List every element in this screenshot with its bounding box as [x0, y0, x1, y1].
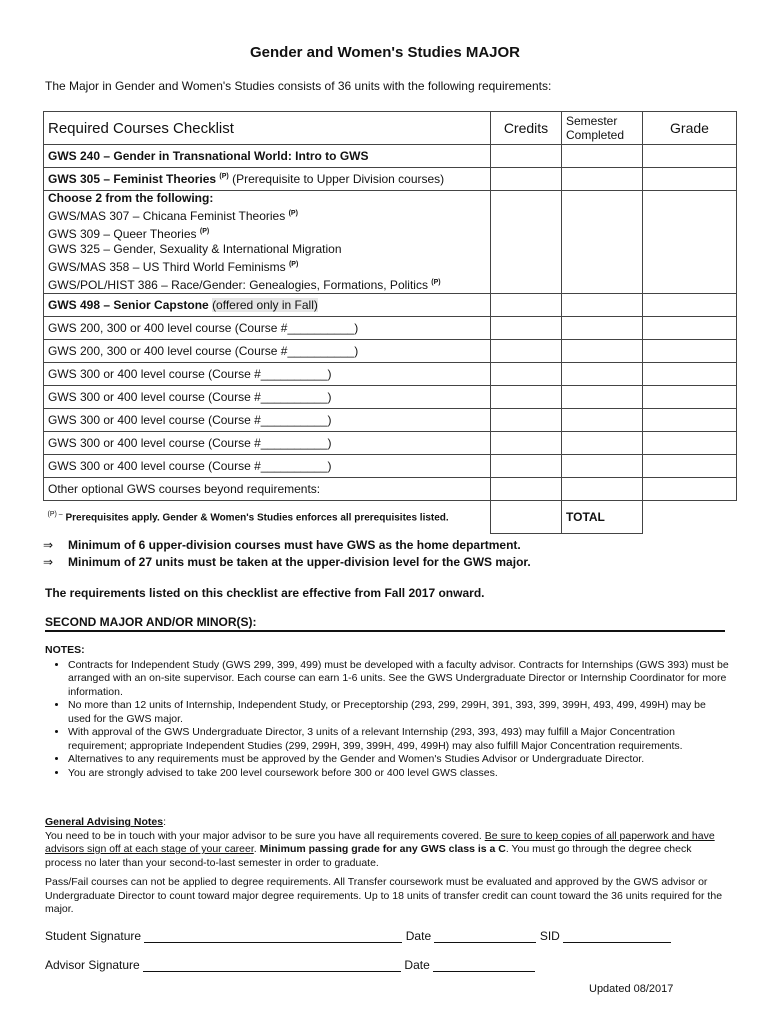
semester-cell[interactable]: [562, 386, 643, 409]
table-row: [44, 363, 737, 386]
arrow-icon: ⇒: [43, 555, 54, 569]
grade-cell[interactable]: [643, 145, 737, 168]
grade-cell[interactable]: [643, 191, 737, 294]
updated-date: Updated 08/2017: [589, 983, 674, 995]
requirement-min-courses: ⇒ Minimum of 6 upper-division courses must have GWS as the home department.: [43, 538, 521, 552]
table-row: [44, 432, 737, 455]
sid-label: SID: [539, 929, 560, 943]
table-row-choose: [44, 191, 737, 294]
table-row: [44, 317, 737, 340]
credits-cell[interactable]: [491, 145, 562, 168]
course-elective: GWS 300 or 400 level course (Course #__________): [44, 455, 491, 478]
advising-paragraph-2: Pass/Fail courses can not be applied to degree requirements. All Transfer coursework must be evaluated and approved by the GWS advisor or Undergraduate Director to count toward major degree requirements. Up to 18 units of transfer credit can count toward the 36 units required for the major.: [45, 876, 723, 915]
second-major-heading: SECOND MAJOR AND/OR MINOR(S):: [45, 615, 725, 632]
table-row: [44, 168, 737, 191]
course-gws498-title: GWS 498 – Senior Capstone: [48, 298, 209, 312]
sid-field[interactable]: [563, 930, 671, 943]
credits-cell[interactable]: [491, 317, 562, 340]
total-credits-cell[interactable]: [491, 501, 562, 534]
credits-cell[interactable]: [491, 294, 562, 317]
header-semester-line1: Semester: [566, 114, 618, 128]
advising-heading-wrap: General Advising Notes:: [45, 816, 166, 828]
intro-text: The Major in Gender and Women's Studies consists of 36 units with the following requirements:: [45, 79, 552, 93]
choose-item: GWS/MAS 358 – US Third World Feminisms $^{(P)}$: [48, 260, 299, 274]
semester-cell[interactable]: [562, 317, 643, 340]
grade-cell[interactable]: [643, 317, 737, 340]
course-gws305: [44, 168, 491, 191]
table-row-total: [44, 501, 737, 534]
requirement-min-units: ⇒ Minimum of 27 units must be taken at the upper-division level for the GWS major.: [43, 555, 531, 569]
advisor-signature-field[interactable]: [143, 959, 401, 972]
course-elective: GWS 300 or 400 level course (Course #__________): [44, 409, 491, 432]
arrow-icon: ⇒: [43, 538, 54, 552]
advising-section: [45, 816, 730, 923]
header-semester: [562, 112, 643, 145]
note-item: • Contracts for Independent Study (GWS 299, 399, 499) must be developed with a faculty advisor. Contracts for Internships (GWS 393) must be arranged with an on-site supervisor. Each course can earn 1-6 units. See the GWS Undergraduate Director or Internship Coordinator for more information.: [68, 659, 730, 700]
table-row: [44, 145, 737, 168]
note-item: • No more than 12 units of Internship, Independent Study, or Preceptorship (293, 299, 299H, 391, 393, 399, 399H, 493, 499, 499H) may be used for the GWS major.: [68, 699, 730, 726]
advisor-signature-label: Advisor Signature: [45, 958, 140, 972]
credits-cell[interactable]: [491, 340, 562, 363]
note-item: • Alternatives to any requirements must be approved by the Gender and Women's Studies Advisor or Undergraduate Director.: [68, 753, 730, 767]
date-label: Date: [404, 958, 430, 972]
course-gws240: GWS 240 – Gender in Transnational World: Intro to GWS: [44, 145, 491, 168]
student-date-field[interactable]: [434, 930, 536, 943]
course-elective: GWS 200, 300 or 400 level course (Course #__________): [44, 340, 491, 363]
header-course: Required Courses Checklist: [44, 112, 491, 145]
course-gws305-note: (Prerequisite to Upper Division courses): [232, 172, 445, 186]
note-item: • You are strongly advised to take 200 level coursework before 300 or 400 level GWS classes.: [68, 767, 730, 781]
advisor-signature-row: [45, 958, 535, 972]
semester-cell[interactable]: [562, 363, 643, 386]
grade-cell[interactable]: [643, 455, 737, 478]
grade-cell[interactable]: [643, 432, 737, 455]
grade-cell[interactable]: [643, 386, 737, 409]
table-row: [44, 455, 737, 478]
grade-cell[interactable]: [643, 340, 737, 363]
grade-cell[interactable]: [643, 294, 737, 317]
credits-cell[interactable]: [491, 455, 562, 478]
grade-cell[interactable]: [643, 409, 737, 432]
student-signature-field[interactable]: [144, 930, 402, 943]
course-elective: GWS 300 or 400 level course (Course #__________): [44, 363, 491, 386]
header-credits: Credits: [491, 112, 562, 145]
choose-item: GWS 325 – Gender, Sexuality & International Migration: [48, 242, 342, 256]
student-signature-row: [45, 929, 671, 943]
header-semester-line2: Completed: [566, 128, 625, 142]
table-row: [44, 386, 737, 409]
course-gws498: [44, 294, 491, 317]
credits-cell[interactable]: [491, 478, 562, 501]
notes-heading: NOTES:: [45, 644, 85, 656]
notes-list: [45, 659, 730, 781]
prereq-mark: (P): [219, 173, 229, 180]
course-elective: GWS 200, 300 or 400 level course (Course #__________): [44, 317, 491, 340]
prereq-legend: [44, 501, 491, 534]
grade-cell[interactable]: [643, 168, 737, 191]
courses-checklist-table: [43, 111, 737, 534]
choose-heading: Choose 2 from the following:: [48, 191, 214, 205]
requirements-list: [43, 537, 531, 571]
semester-cell[interactable]: [562, 168, 643, 191]
note-item: • With approval of the GWS Undergraduate Director, 3 units of a relevant Internship (293, 393, 493) may fulfill a Major Concentration requirement; appropriate Independent Studies (299, 299H, 399, 399H, 499, 499H) may also fulfill Major Concentration requirements.: [68, 726, 730, 753]
semester-cell[interactable]: [562, 455, 643, 478]
credits-cell[interactable]: [491, 168, 562, 191]
semester-cell[interactable]: [562, 191, 643, 294]
student-signature-label: Student Signature: [45, 929, 142, 943]
credits-cell[interactable]: [491, 363, 562, 386]
advising-heading: General Advising Notes: [45, 816, 164, 828]
credits-cell[interactable]: [491, 409, 562, 432]
choose-item: GWS 309 – Queer Theories $^{(P)}$: [48, 227, 210, 241]
credits-cell[interactable]: [491, 191, 562, 294]
advisor-date-field[interactable]: [433, 959, 535, 972]
credits-cell[interactable]: [491, 432, 562, 455]
table-row: [44, 294, 737, 317]
choose-item: GWS/MAS 307 – Chicana Feminist Theories $^{(P)}$: [48, 209, 298, 223]
prereq-legend-mark: (P) –: [47, 510, 63, 518]
total-label: TOTAL: [562, 501, 643, 534]
semester-cell[interactable]: [562, 432, 643, 455]
course-gws305-title: GWS 305 – Feminist Theories: [48, 172, 217, 186]
choose-item: GWS/POL/HIST 386 – Race/Gender: Genealogies, Formations, Politics $^{(P)}$: [48, 278, 441, 292]
page-title: Gender and Women's Studies MAJOR: [250, 44, 520, 61]
semester-cell[interactable]: [562, 145, 643, 168]
grade-cell[interactable]: [643, 363, 737, 386]
semester-cell[interactable]: [562, 409, 643, 432]
header-grade: Grade: [643, 112, 737, 145]
notes-section: [45, 644, 730, 780]
semester-cell[interactable]: [562, 478, 643, 501]
table-row: [44, 478, 737, 501]
advising-paragraph-1: You need to be in touch with your major advisor to be sure you have all requirements covered. Be sure to keep copies of all paperwork and have advisors sign off at each stage of your career. Minimum passing grade for any GWS class is a C. You must go through the degree check process no later than your second-to-last semester in order to graduate.: [45, 829, 715, 869]
grade-cell[interactable]: [643, 478, 737, 501]
table-header-row: [44, 112, 737, 145]
table-row: [44, 409, 737, 432]
credits-cell[interactable]: [491, 386, 562, 409]
course-elective: GWS 300 or 400 level course (Course #__________): [44, 432, 491, 455]
semester-cell[interactable]: [562, 294, 643, 317]
table-row: [44, 340, 737, 363]
effective-notice: The requirements listed on this checklist are effective from Fall 2017 onward.: [45, 586, 485, 600]
course-elective: GWS 300 or 400 level course (Course #__________): [44, 386, 491, 409]
course-other-optional: Other optional GWS courses beyond requirements:: [44, 478, 491, 501]
blank-cell: [643, 501, 737, 534]
semester-cell[interactable]: [562, 340, 643, 363]
course-choose-two: [44, 191, 491, 294]
course-gws498-note: (offered only in Fall): [212, 298, 318, 312]
prereq-legend-text: Prerequisites apply. Gender & Women's Studies enforces all prerequisites listed.: [65, 512, 449, 524]
date-label: Date: [405, 929, 432, 943]
